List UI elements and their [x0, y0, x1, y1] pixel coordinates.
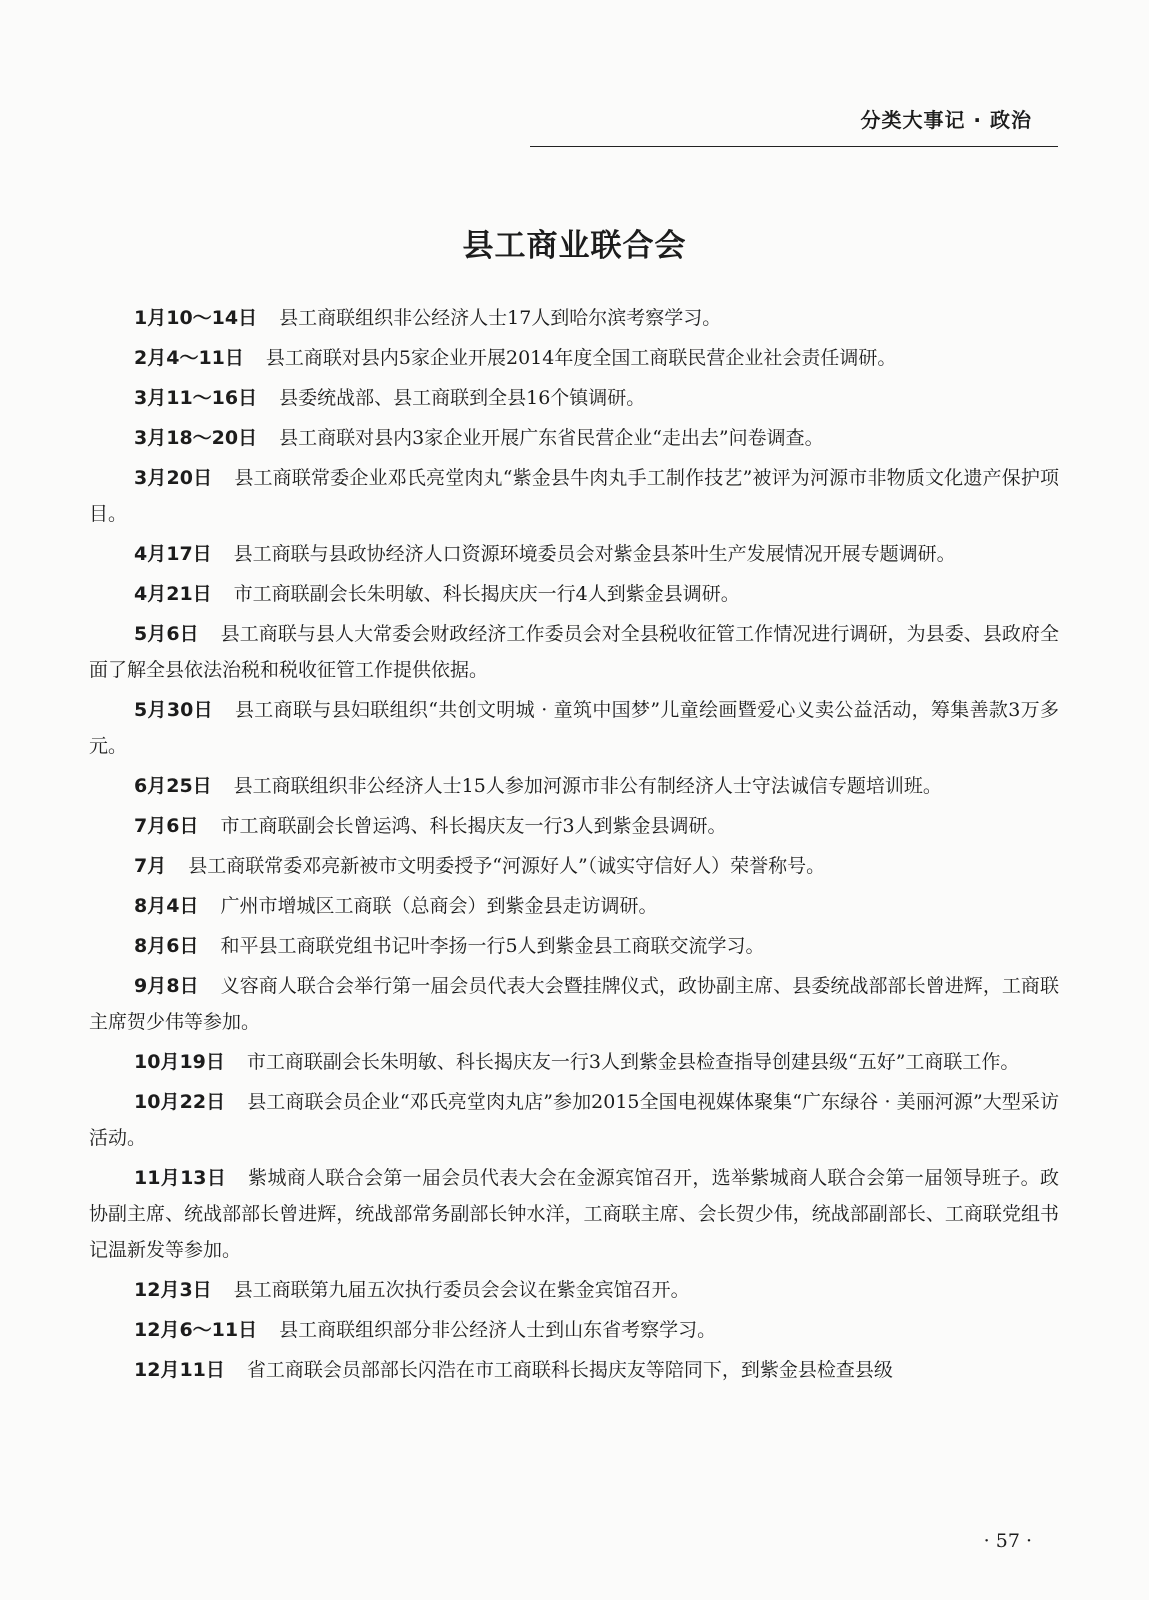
- event-date: 12月6～11日: [134, 1319, 258, 1341]
- event-date: 3月11～16日: [134, 387, 258, 409]
- event-date: 9月8日: [134, 975, 199, 997]
- event-text: 省工商联会员部部长闪浩在市工商联科长揭庆友等陪同下，到紫金县检查县级: [246, 1359, 893, 1381]
- event-date: 2月4～11日: [134, 347, 244, 369]
- event-entry: [89, 928, 1059, 964]
- event-date: 7月6日: [134, 815, 199, 837]
- event-date: 4月21日: [134, 583, 212, 605]
- event-date: 11月13日: [134, 1167, 227, 1189]
- event-text: 县工商联与县妇联组织“共创文明城 · 童筑中国梦”儿童绘画暨爱心义卖公益活动，筹集善款3万多元。: [89, 699, 1059, 757]
- event-text: 义容商人联合会举行第一届会员代表大会暨挂牌仪式，政协副主席、县委统战部部长曾进辉，工商联主席贺少伟等参加。: [89, 975, 1059, 1033]
- event-entry: [89, 576, 1059, 612]
- event-date: 3月18～20日: [134, 427, 258, 449]
- event-entry: [89, 536, 1059, 572]
- event-date: 4月17日: [134, 543, 212, 565]
- event-entry: [89, 808, 1059, 844]
- event-entry: [89, 968, 1059, 1040]
- event-text: 县工商联与县人大常委会财政经济工作委员会对全县税收征管工作情况进行调研，为县委、县政府全面了解全县依法治税和税收征管工作提供依据。: [89, 623, 1059, 681]
- event-entry: [89, 460, 1059, 532]
- running-head: 分类大事记 · 政治: [860, 108, 1032, 132]
- event-text: 市工商联副会长曾运鸿、科长揭庆友一行3人到紫金县调研。: [220, 815, 727, 837]
- event-text: 县工商联会员企业“邓氏亮堂肉丸店”参加2015全国电视媒体聚集“广东绿谷 · 美丽河源”大型采访活动。: [89, 1091, 1059, 1149]
- event-entry: [89, 1352, 1059, 1388]
- event-text: 县工商联与县政协经济人口资源环境委员会对紫金县茶叶生产发展情况开展专题调研。: [233, 543, 956, 565]
- event-date: 3月20日: [134, 467, 213, 489]
- event-text: 县工商联对县内5家企业开展2014年度全国工商联民营企业社会责任调研。: [265, 347, 897, 369]
- event-date: 8月4日: [134, 895, 199, 917]
- event-date: 10月22日: [134, 1091, 226, 1113]
- event-date: 12月11日: [134, 1359, 225, 1381]
- event-date: 7月: [134, 855, 167, 877]
- header-rule: [530, 146, 1058, 147]
- event-entry: [89, 380, 1059, 416]
- event-date: 5月6日: [134, 623, 199, 645]
- event-entry: [89, 1272, 1059, 1308]
- event-text: 市工商联副会长朱明敏、科长揭庆庆一行4人到紫金县调研。: [233, 583, 740, 605]
- event-entry: [89, 1084, 1059, 1156]
- event-date: 10月19日: [134, 1051, 225, 1073]
- event-entry: [89, 300, 1059, 336]
- event-entry: [89, 1044, 1059, 1080]
- event-date: 5月30日: [134, 699, 213, 721]
- event-entry: [89, 340, 1059, 376]
- event-date: 12月3日: [134, 1279, 212, 1301]
- event-text: 县工商联对县内3家企业开展广东省民营企业“走出去”问卷调查。: [279, 427, 824, 449]
- event-list: [89, 300, 1059, 1392]
- event-entry: [89, 848, 1059, 884]
- event-entry: [89, 1312, 1059, 1348]
- event-text: 县工商联组织非公经济人士15人参加河源市非公有制经济人士守法诚信专题培训班。: [233, 775, 942, 797]
- event-date: 8月6日: [134, 935, 199, 957]
- event-text: 紫城商人联合会第一届会员代表大会在金源宾馆召开，选举紫城商人联合会第一届领导班子。政协副主席、统战部部长曾进辉，统战部常务副部长钟水洋，工商联主席、会长贺少伟，统战部副部长、工商联党组书记温新发等参加。: [89, 1167, 1059, 1261]
- event-text: 县工商联组织部分非公经济人士到山东省考察学习。: [279, 1319, 717, 1341]
- event-text: 和平县工商联党组书记叶李扬一行5人到紫金县工商联交流学习。: [220, 935, 765, 957]
- event-date: 6月25日: [134, 775, 212, 797]
- event-entry: [89, 1160, 1059, 1268]
- page-title: 县工商业联合会: [462, 228, 687, 264]
- event-entry: [89, 768, 1059, 804]
- event-entry: [89, 888, 1059, 924]
- event-entry: [89, 420, 1059, 456]
- event-entry: [89, 692, 1059, 764]
- event-text: 广州市增城区工商联（总商会）到紫金县走访调研。: [220, 895, 658, 917]
- page-number: · 57 ·: [983, 1530, 1032, 1552]
- event-text: 市工商联副会长朱明敏、科长揭庆友一行3人到紫金县检查指导创建县级“五好”工商联工作。: [246, 1051, 1020, 1073]
- event-text: 县工商联常委企业邓氏亮堂肉丸“紫金县牛肉丸手工制作技艺”被评为河源市非物质文化遗产保护项目。: [89, 467, 1059, 525]
- event-text: 县委统战部、县工商联到全县16个镇调研。: [279, 387, 646, 409]
- event-text: 县工商联常委邓亮新被市文明委授予“河源好人”（诚实守信好人）荣誉称号。: [188, 855, 826, 877]
- event-text: 县工商联第九届五次执行委员会会议在紫金宾馆召开。: [233, 1279, 690, 1301]
- event-entry: [89, 616, 1059, 688]
- event-date: 1月10～14日: [134, 307, 258, 329]
- event-text: 县工商联组织非公经济人士17人到哈尔滨考察学习。: [279, 307, 722, 329]
